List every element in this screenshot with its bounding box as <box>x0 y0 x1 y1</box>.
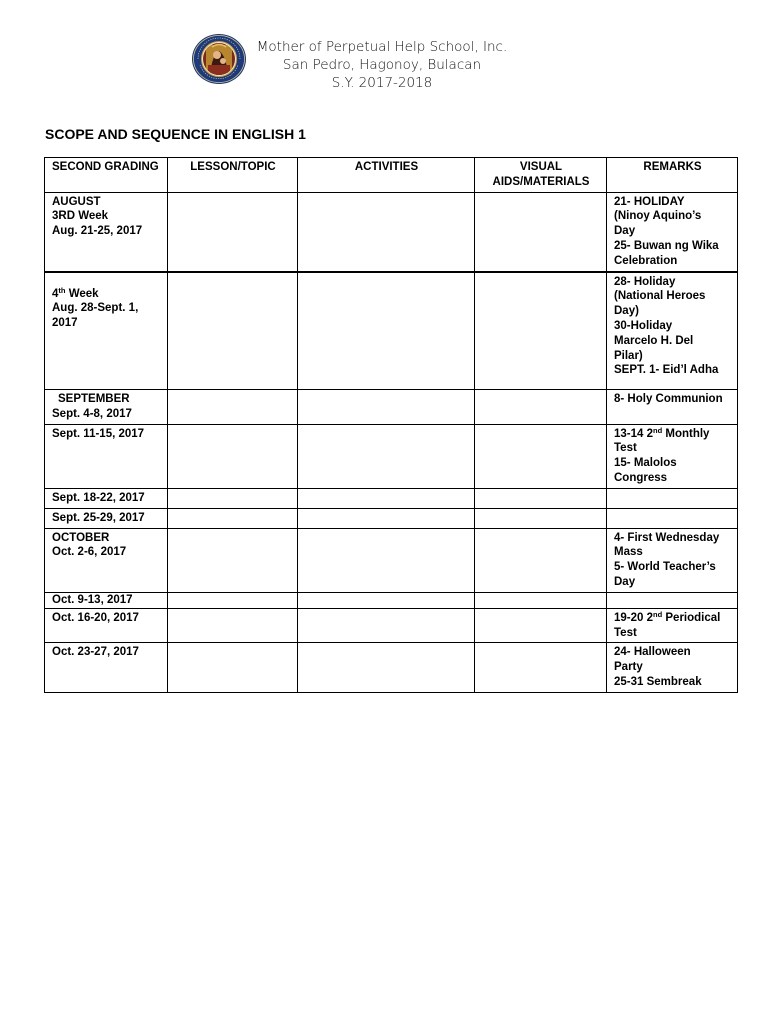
activities-cell <box>298 608 475 643</box>
school-seal-logo <box>190 33 248 85</box>
week-cell: Sept. 18-22, 2017 <box>45 488 168 508</box>
school-name: Mother of Perpetual Help School, Inc. <box>256 39 508 55</box>
table-row <box>45 488 738 508</box>
table-row <box>45 192 738 271</box>
week-cell: Sept. 25-29, 2017 <box>45 508 168 528</box>
header-second-grading: SECOND GRADING <box>45 158 168 193</box>
remarks-cell: 19-20 2nd Periodical Test <box>607 608 738 643</box>
week-cell: OCTOBER Oct. 2-6, 2017 <box>45 528 168 592</box>
lesson-cell <box>168 390 298 425</box>
activities-cell <box>298 192 475 271</box>
visual-aids-cell <box>475 592 607 608</box>
scope-sequence-table <box>44 157 738 693</box>
week-cell: AUGUST 3RD Week Aug. 21-25, 2017 <box>45 192 168 271</box>
school-address: San Pedro, Hagonoy, Bulacan <box>282 57 482 73</box>
school-info <box>250 38 514 92</box>
document-title: SCOPE AND SEQUENCE IN ENGLISH 1 <box>45 126 306 142</box>
visual-aids-cell <box>475 608 607 643</box>
header-lesson-topic: LESSON/TOPIC <box>168 158 298 193</box>
visual-aids-cell <box>475 192 607 271</box>
week-cell: Oct. 9-13, 2017 <box>45 592 168 608</box>
visual-aids-cell <box>475 272 607 390</box>
table-row <box>45 390 738 425</box>
lesson-cell <box>168 488 298 508</box>
visual-aids-cell <box>475 390 607 425</box>
table-header-row <box>45 158 738 193</box>
visual-aids-cell <box>475 508 607 528</box>
header-remarks: REMARKS <box>607 158 738 193</box>
table-row <box>45 508 738 528</box>
remarks-cell: 13-14 2nd Monthly Test 15- Malolos Congress <box>607 424 738 488</box>
activities-cell <box>298 390 475 425</box>
table-row <box>45 424 738 488</box>
remarks-cell: 8- Holy Communion <box>607 390 738 425</box>
activities-cell <box>298 592 475 608</box>
remarks-cell <box>607 592 738 608</box>
activities-cell <box>298 488 475 508</box>
table-row <box>45 608 738 643</box>
header-activities: ACTIVITIES <box>298 158 475 193</box>
school-year: S.Y. 2017-2018 <box>331 75 433 91</box>
remarks-cell: 28- Holiday (National Heroes Day) 30-Holiday Marcelo H. Del Pilar) SEPT. 1- Eid’l Adha <box>607 272 738 390</box>
remarks-cell <box>607 488 738 508</box>
activities-cell <box>298 508 475 528</box>
week-cell: Sept. 11-15, 2017 <box>45 424 168 488</box>
week-cell: Oct. 16-20, 2017 <box>45 608 168 643</box>
lesson-cell <box>168 508 298 528</box>
table-row <box>45 272 738 390</box>
table-row <box>45 528 738 592</box>
lesson-cell <box>168 424 298 488</box>
week-cell: 4th Week Aug. 28-Sept. 1, 2017 <box>45 272 168 390</box>
week-cell: Oct. 23-27, 2017 <box>45 643 168 692</box>
lesson-cell <box>168 192 298 271</box>
activities-cell <box>298 643 475 692</box>
lesson-cell <box>168 608 298 643</box>
activities-cell <box>298 272 475 390</box>
remarks-cell: 21- HOLIDAY (Ninoy Aquino’s Day 25- Buwan ng Wika Celebration <box>607 192 738 271</box>
remarks-cell: 24- Halloween Party 25-31 Sembreak <box>607 643 738 692</box>
table-row <box>45 592 738 608</box>
lesson-cell <box>168 272 298 390</box>
table-row <box>45 643 738 692</box>
remarks-cell <box>607 508 738 528</box>
activities-cell <box>298 424 475 488</box>
activities-cell <box>298 528 475 592</box>
lesson-cell <box>168 592 298 608</box>
week-cell: SEPTEMBER Sept. 4-8, 2017 <box>45 390 168 425</box>
remarks-cell: 4- First Wednesday Mass 5- World Teacher’s Day <box>607 528 738 592</box>
header-visual-aids: VISUAL AIDS/MATERIALS <box>475 158 607 193</box>
lesson-cell <box>168 528 298 592</box>
visual-aids-cell <box>475 643 607 692</box>
visual-aids-cell <box>475 528 607 592</box>
school-header <box>190 33 590 93</box>
lesson-cell <box>168 643 298 692</box>
visual-aids-cell <box>475 424 607 488</box>
visual-aids-cell <box>475 488 607 508</box>
